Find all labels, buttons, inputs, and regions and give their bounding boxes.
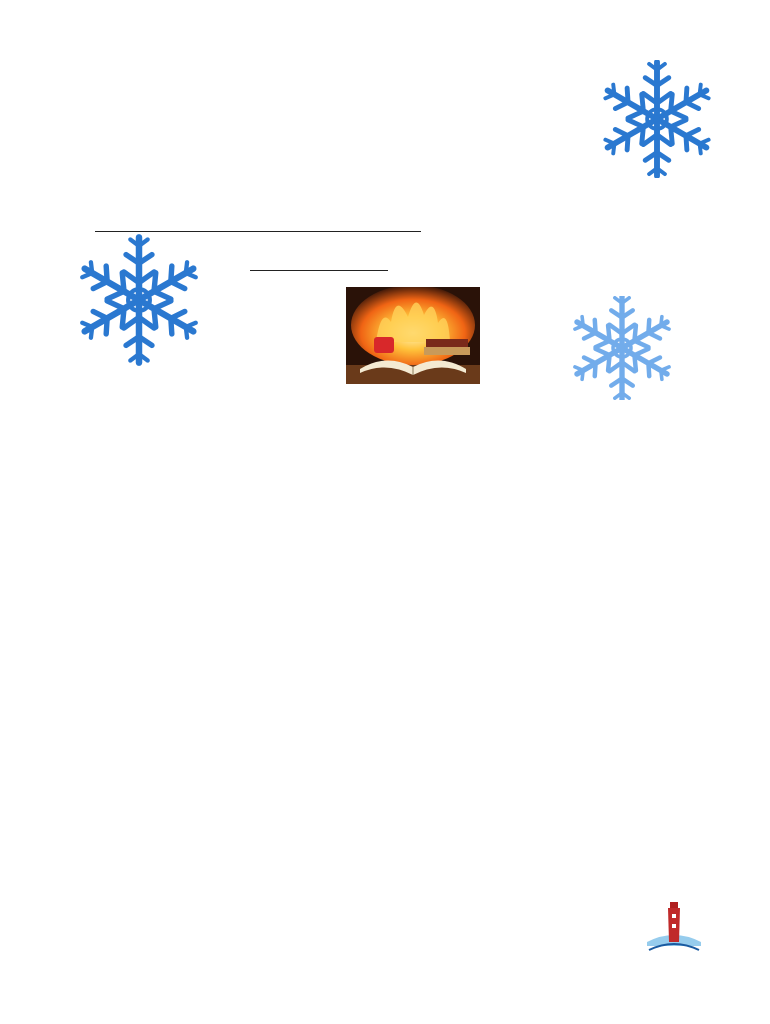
algoma-logo xyxy=(643,898,705,960)
snowflake-icon xyxy=(598,60,716,178)
phone-blank[interactable] xyxy=(250,256,388,271)
fireplace-books-image xyxy=(346,287,480,384)
snowflake-icon xyxy=(566,296,678,400)
name-field[interactable] xyxy=(91,217,421,236)
name-blank[interactable] xyxy=(95,217,421,232)
phone-field[interactable] xyxy=(246,256,388,275)
snowflake-icon xyxy=(72,233,206,367)
